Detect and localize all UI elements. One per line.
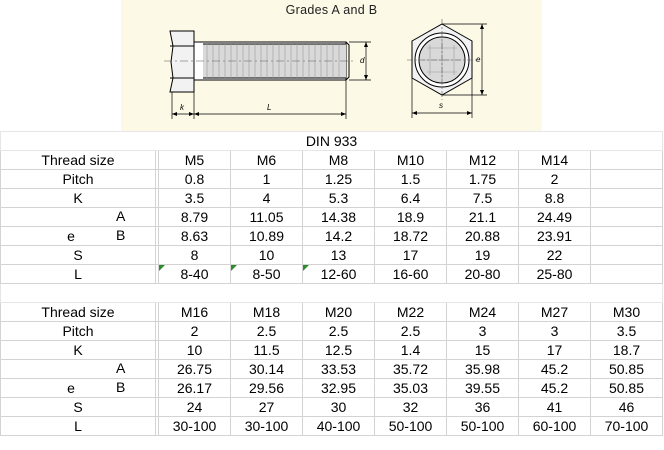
- row-label-cell: e: [1, 227, 156, 246]
- value-cell: [591, 246, 663, 265]
- value-cell: M16: [159, 303, 231, 322]
- value-cell: 35.98: [447, 360, 519, 379]
- value-cell: 3.5: [591, 322, 663, 341]
- value-cell: 14.38: [303, 208, 375, 227]
- value-cell: 70-100: [591, 417, 663, 436]
- table-row: [1, 379, 663, 398]
- value-cell: 19: [447, 246, 519, 265]
- value-cell: 26.17: [159, 379, 231, 398]
- din933-spec-table-1: [0, 131, 663, 436]
- value-cell: 8.79: [159, 208, 231, 227]
- value-cell: 13: [303, 246, 375, 265]
- row-label-cell: K: [1, 189, 156, 208]
- value-cell: 46: [591, 398, 663, 417]
- table-row: [1, 189, 663, 208]
- value-cell: 16-60: [375, 265, 447, 284]
- value-cell: 10: [159, 341, 231, 360]
- value-cell: [591, 208, 663, 227]
- value-cell: 60-100: [519, 417, 591, 436]
- value-cell: 36: [447, 398, 519, 417]
- value-cell: 10.89: [231, 227, 303, 246]
- table-row: [1, 151, 663, 170]
- value-cell: 17: [375, 246, 447, 265]
- figure-caption: Grades A and B: [285, 3, 378, 17]
- value-cell: 45.2: [519, 360, 591, 379]
- value-cell: 50-100: [447, 417, 519, 436]
- value-cell: 45.2: [519, 379, 591, 398]
- bolt-drawing-panel: [121, 0, 542, 132]
- value-cell: M18: [231, 303, 303, 322]
- value-cell: 2.5: [303, 322, 375, 341]
- value-cell: 33.53: [303, 360, 375, 379]
- value-cell: M24: [447, 303, 519, 322]
- value-cell: 8-40: [159, 265, 231, 284]
- value-cell: 3: [519, 322, 591, 341]
- title-row: [1, 132, 663, 151]
- row-label-cell: S: [1, 398, 156, 417]
- value-cell: 0.8: [159, 170, 231, 189]
- hex-bolt-technical-drawing: [121, 0, 542, 132]
- value-cell: 14.2: [303, 227, 375, 246]
- table-row: [1, 246, 663, 265]
- value-cell: [591, 189, 663, 208]
- table-row: [1, 227, 663, 246]
- comment-marker-icon: [303, 265, 309, 271]
- value-cell: 7.5: [447, 189, 519, 208]
- value-cell: 10: [231, 246, 303, 265]
- s-dimension-label: s: [439, 101, 443, 110]
- row-label-cell: Pitch: [1, 170, 156, 189]
- value-cell: 15: [447, 341, 519, 360]
- table-row: [1, 170, 663, 189]
- value-cell: 24.49: [519, 208, 591, 227]
- value-cell: 8.8: [519, 189, 591, 208]
- e-dimension-label: e: [476, 55, 481, 64]
- value-cell: 5.3: [303, 189, 375, 208]
- value-cell: 12.5: [303, 341, 375, 360]
- value-cell: 35.72: [375, 360, 447, 379]
- value-cell: 32: [375, 398, 447, 417]
- value-cell: 27: [231, 398, 303, 417]
- value-cell: 39.55: [447, 379, 519, 398]
- value-cell: 2: [159, 322, 231, 341]
- value-cell: 1: [231, 170, 303, 189]
- value-cell: 22: [519, 246, 591, 265]
- table-row: [1, 208, 663, 227]
- value-cell: 8: [159, 246, 231, 265]
- value-cell: 30-100: [159, 417, 231, 436]
- value-cell: 2.5: [231, 322, 303, 341]
- value-cell: 1.25: [303, 170, 375, 189]
- table-row: [1, 398, 663, 417]
- value-cell: 20.88: [447, 227, 519, 246]
- row-label-cell: e: [1, 379, 156, 398]
- value-cell: 25-80: [519, 265, 591, 284]
- value-cell: M5: [159, 151, 231, 170]
- value-cell: M30: [591, 303, 663, 322]
- value-cell: 1.4: [375, 341, 447, 360]
- sub-label-text: B: [116, 379, 126, 395]
- value-cell: 18.9: [375, 208, 447, 227]
- value-cell: 11.5: [231, 341, 303, 360]
- value-cell: 30: [303, 398, 375, 417]
- table-row: [1, 265, 663, 284]
- table-title: DIN 933: [1, 132, 663, 151]
- value-cell: 21.1: [447, 208, 519, 227]
- value-cell: 11.05: [231, 208, 303, 227]
- value-cell: M8: [303, 151, 375, 170]
- value-cell: [591, 151, 663, 170]
- value-cell: 50.85: [591, 379, 663, 398]
- value-cell: [591, 227, 663, 246]
- k-dimension-label: k: [180, 103, 184, 112]
- value-cell: 20-80: [447, 265, 519, 284]
- value-cell: 3: [447, 322, 519, 341]
- value-cell: 40-100: [303, 417, 375, 436]
- value-cell: 41: [519, 398, 591, 417]
- row-label-cell: [1, 208, 156, 227]
- value-cell: M12: [447, 151, 519, 170]
- value-cell: 17: [519, 341, 591, 360]
- value-cell: M6: [231, 151, 303, 170]
- L-dimension-label: L: [267, 103, 272, 112]
- sub-label-text: A: [116, 360, 126, 376]
- row-label-cell: L: [1, 265, 156, 284]
- value-cell: 8-50: [231, 265, 303, 284]
- value-cell: M22: [375, 303, 447, 322]
- value-cell: M10: [375, 151, 447, 170]
- sub-label-text: B: [116, 227, 126, 243]
- row-label-cell: Thread size: [1, 303, 156, 322]
- value-cell: 3.5: [159, 189, 231, 208]
- row-label-cell: Thread size: [1, 151, 156, 170]
- row-label-cell: Pitch: [1, 322, 156, 341]
- value-cell: M20: [303, 303, 375, 322]
- table-row: [1, 360, 663, 379]
- value-cell: 12-60: [303, 265, 375, 284]
- row-label-cell: L: [1, 417, 156, 436]
- value-cell: 35.03: [375, 379, 447, 398]
- value-cell: 6.4: [375, 189, 447, 208]
- value-cell: 2: [519, 170, 591, 189]
- comment-marker-icon: [159, 265, 165, 271]
- spacer-row: [1, 284, 663, 303]
- row-label-cell: K: [1, 341, 156, 360]
- value-cell: 30-100: [231, 417, 303, 436]
- table-row: [1, 417, 663, 436]
- table-row: [1, 303, 663, 322]
- value-cell: 23.91: [519, 227, 591, 246]
- value-cell: 50-100: [375, 417, 447, 436]
- value-cell: [591, 170, 663, 189]
- value-cell: 4: [231, 189, 303, 208]
- sub-label-text: A: [116, 208, 126, 224]
- row-label-cell: [1, 360, 156, 379]
- value-cell: 8.63: [159, 227, 231, 246]
- value-cell: 1.5: [375, 170, 447, 189]
- value-cell: 2.5: [375, 322, 447, 341]
- table-row: [1, 322, 663, 341]
- value-cell: 26.75: [159, 360, 231, 379]
- value-cell: M14: [519, 151, 591, 170]
- spacer-cell: [1, 284, 663, 303]
- row-label-cell: S: [1, 246, 156, 265]
- d-dimension-label: d: [360, 56, 365, 65]
- value-cell: 1.75: [447, 170, 519, 189]
- comment-marker-icon: [231, 265, 237, 271]
- value-cell: 18.7: [591, 341, 663, 360]
- value-cell: 30.14: [231, 360, 303, 379]
- table-row: [1, 341, 663, 360]
- value-cell: 18.72: [375, 227, 447, 246]
- value-cell: M27: [519, 303, 591, 322]
- value-cell: [591, 265, 663, 284]
- value-cell: 50.85: [591, 360, 663, 379]
- value-cell: 32.95: [303, 379, 375, 398]
- value-cell: 29.56: [231, 379, 303, 398]
- value-cell: 24: [159, 398, 231, 417]
